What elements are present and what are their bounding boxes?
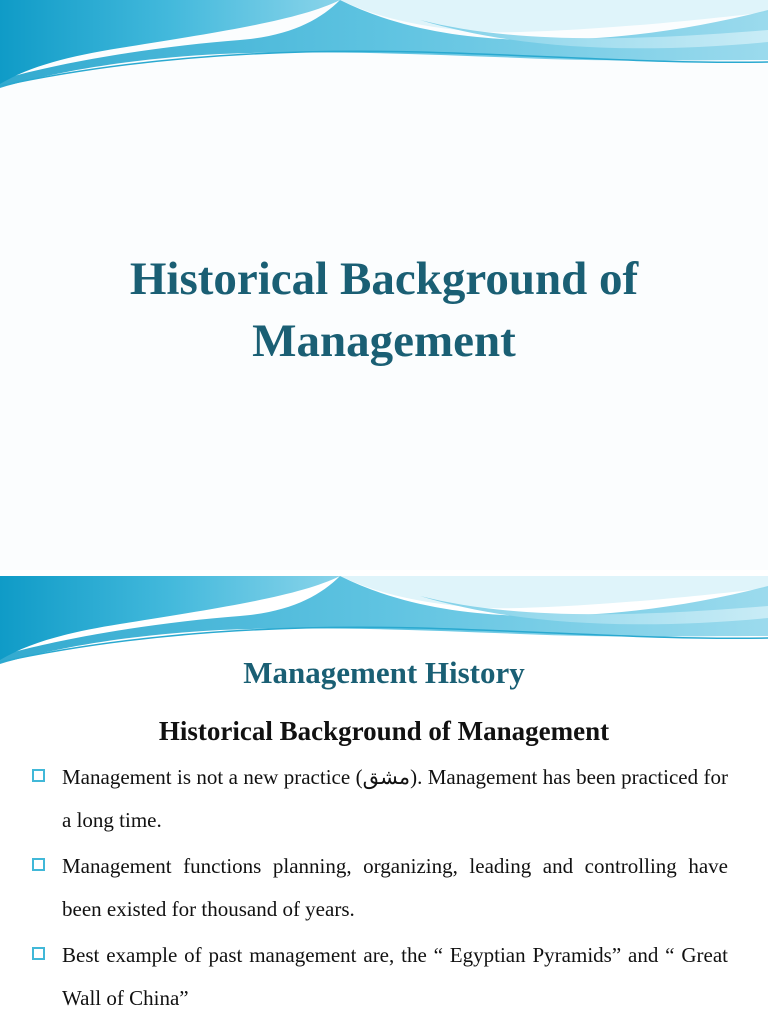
content-slide xyxy=(0,576,768,1024)
bullet-text: Management is not a new practice (مشق). Management has been practiced for a long time. xyxy=(62,765,729,832)
slide-subtitle: Historical Background of Management xyxy=(158,716,610,746)
slide-title: Management History xyxy=(243,655,525,690)
checkbox-bullet-icon xyxy=(32,858,45,871)
checkbox-bullet-icon xyxy=(32,947,45,960)
bullet-item xyxy=(32,756,728,842)
slide-title-line-1: Historical Background of xyxy=(129,253,639,305)
slide-title xyxy=(0,248,768,372)
header-wave-graphic xyxy=(0,0,768,95)
bullet-list xyxy=(32,756,728,1023)
bullet-text: Best example of past management are, the “ Egyptian Pyramids” and “ Great Wall of China” xyxy=(62,943,728,1010)
slide-title-line-2: Management xyxy=(252,315,516,367)
bullet-text: Management functions planning, organizing, leading and controlling have been existed for thousand of years. xyxy=(62,854,728,921)
bullet-item xyxy=(32,934,728,1020)
checkbox-bullet-icon xyxy=(32,769,45,782)
bullet-item xyxy=(32,845,728,931)
